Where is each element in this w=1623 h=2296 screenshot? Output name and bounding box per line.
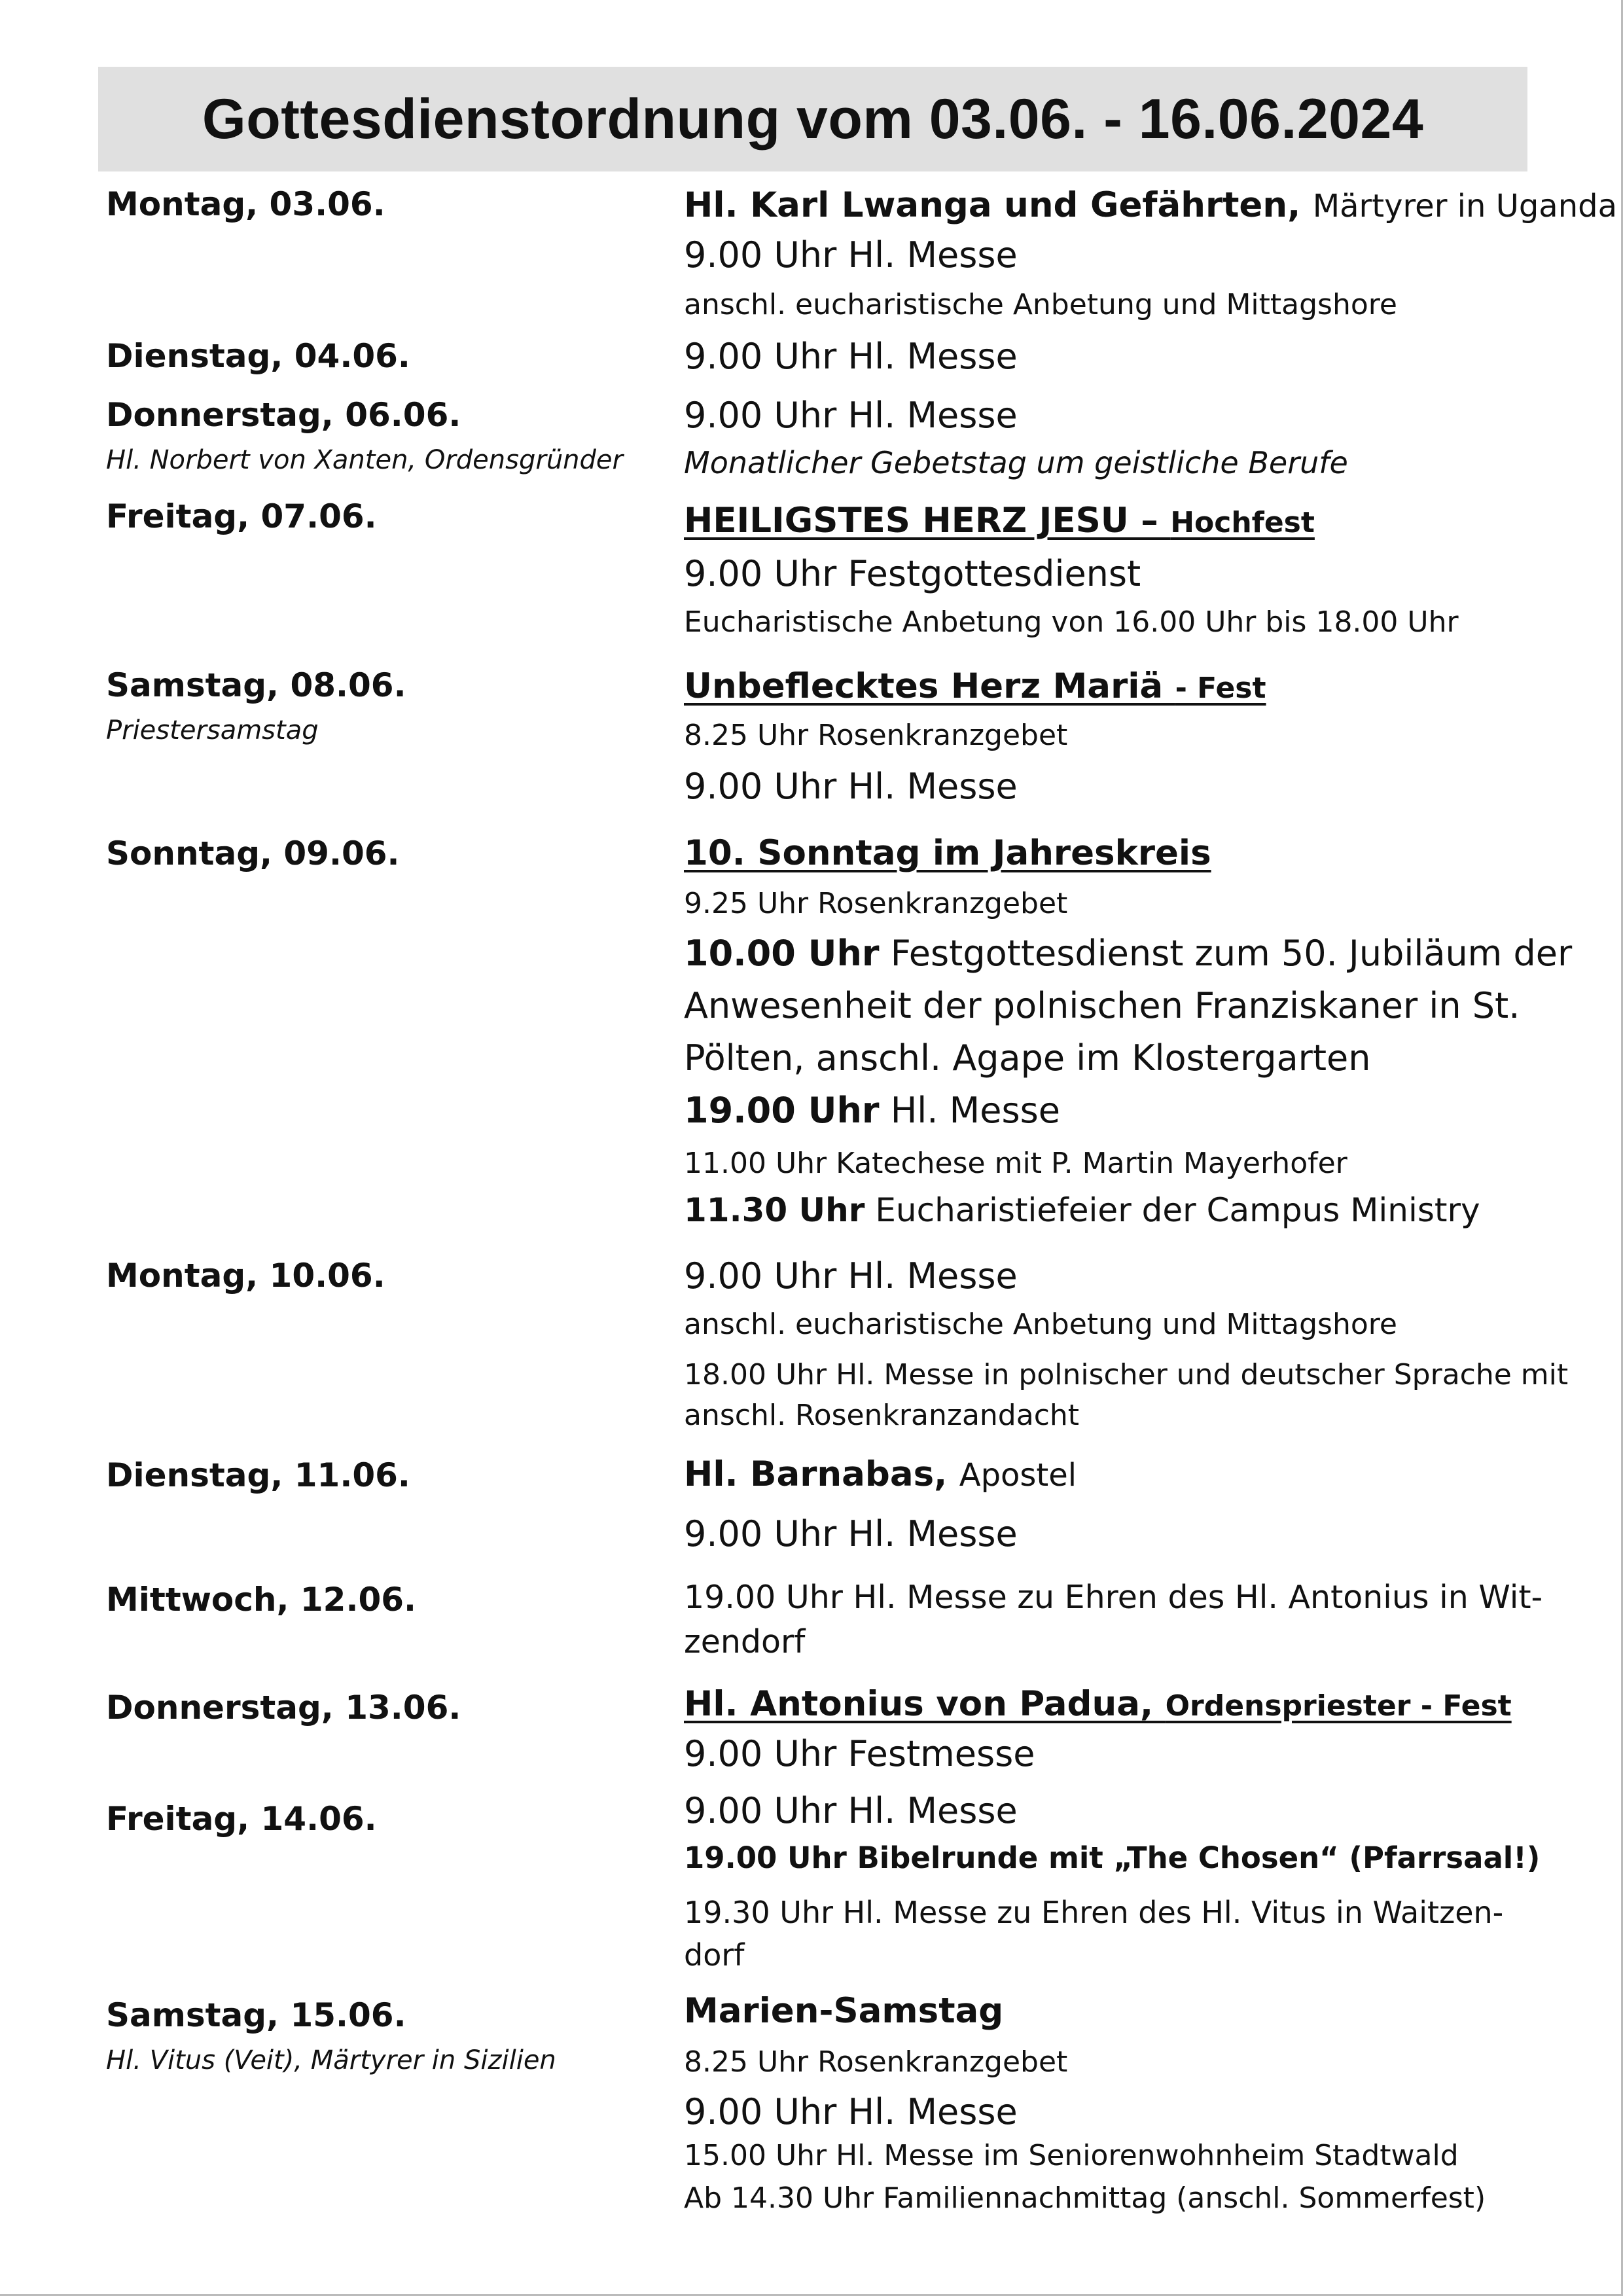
service-line: zendorf (684, 1623, 806, 1660)
day-label: Dienstag, 11.06. (106, 1456, 410, 1494)
page-title: Gottesdienstordnung vom 03.06. - 16.06.2024 (202, 87, 1424, 151)
day-label: Freitag, 07.06. (106, 497, 377, 535)
service-note: 9.25 Uhr Rosenkranzgebet (684, 887, 1068, 920)
day-label: Donnerstag, 13.06. (106, 1689, 461, 1727)
service-note: 8.25 Uhr Rosenkranzgebet (684, 719, 1068, 752)
feast-title: Hl. Antonius von Padua, Ordenspriester - Fest (684, 1684, 1512, 1724)
service-line: 9.00 Uhr Hl. Messe (684, 1790, 1018, 1831)
feast-title: HEILIGSTES HERZ JESU – Hochfest (684, 501, 1315, 541)
day-label: Montag, 03.06. (106, 185, 385, 223)
feast-title: Hl. Karl Lwanga und Gefährten, Märtyrer in Uganda (684, 185, 1618, 225)
service-line: 9.00 Uhr Hl. Messe (684, 1513, 1018, 1554)
service-line: 19.00 Uhr Hl. Messe (684, 1090, 1060, 1131)
service-line: 10.00 Uhr Festgottesdienst zum 50. Jubiläum der (684, 933, 1573, 974)
service-line: Anwesenheit der polnischen Franziskaner in St. (684, 985, 1520, 1026)
feast-title: 10. Sonntag im Jahreskreis (684, 833, 1211, 873)
day-label: Samstag, 15.06. (106, 1996, 406, 2034)
day-label: Montag, 10.06. (106, 1257, 385, 1295)
service-line: Pölten, anschl. Agape im Klostergarten (684, 1037, 1371, 1079)
day-label: Mittwoch, 12.06. (106, 1581, 417, 1619)
service-note: anschl. eucharistische Anbetung und Mittagshore (684, 1308, 1397, 1341)
service-note: 15.00 Uhr Hl. Messe im Seniorenwohnheim Stadtwald (684, 2139, 1459, 2172)
day-label: Freitag, 14.06. (106, 1800, 377, 1838)
day-label: Dienstag, 04.06. (106, 337, 410, 375)
service-line: 9.00 Uhr Hl. Messe (684, 336, 1018, 377)
title-banner (98, 67, 1527, 171)
service-line: 9.00 Uhr Festmesse (684, 1733, 1035, 1774)
day-subtitle: Priestersamstag (106, 715, 319, 745)
day-subtitle: Hl. Vitus (Veit), Märtyrer in Sizilien (106, 2045, 556, 2075)
service-note: 11.00 Uhr Katechese mit P. Martin Mayerhofer (684, 1147, 1347, 1180)
day-label: Samstag, 08.06. (106, 666, 406, 704)
service-note: 19.30 Uhr Hl. Messe zu Ehren des Hl. Vitus in Waitzen- (684, 1895, 1504, 1930)
service-line: 19.00 Uhr Hl. Messe zu Ehren des Hl. Antonius in Wit- (684, 1579, 1543, 1616)
service-note: 18.00 Uhr Hl. Messe in polnischer und deutscher Sprache mit (684, 1358, 1569, 1391)
day-subtitle: Hl. Norbert von Xanten, Ordensgründer (106, 445, 623, 475)
feast-title: Unbeflecktes Herz Mariä - Fest (684, 666, 1266, 706)
feast-title: Hl. Barnabas, Apostel (684, 1454, 1077, 1494)
service-note: dorf (684, 1937, 745, 1973)
service-line: 9.00 Uhr Hl. Messe (684, 395, 1018, 436)
service-note: Eucharistische Anbetung von 16.00 Uhr bis 18.00 Uhr (684, 605, 1459, 639)
service-note: 8.25 Uhr Rosenkranzgebet (684, 2045, 1068, 2079)
service-note: anschl. eucharistische Anbetung und Mittagshore (684, 288, 1397, 321)
service-line: 9.00 Uhr Hl. Messe (684, 1255, 1018, 1297)
service-note: Monatlicher Gebetstag um geistliche Berufe (684, 445, 1348, 480)
service-line: 9.00 Uhr Hl. Messe (684, 2091, 1018, 2132)
service-note: anschl. Rosenkranzandacht (684, 1399, 1080, 1432)
service-line: 9.00 Uhr Festgottesdienst (684, 553, 1141, 594)
service-line: 9.00 Uhr Hl. Messe (684, 766, 1018, 807)
service-line: 11.30 Uhr Eucharistiefeier der Campus Ministry (684, 1191, 1480, 1229)
day-label: Donnerstag, 06.06. (106, 396, 461, 434)
feast-title: Marien-Samstag (684, 1991, 1004, 2031)
service-highlight: 19.00 Uhr Bibelrunde mit „The Chosen“ (Pfarrsaal!) (684, 1840, 1541, 1875)
service-line: 9.00 Uhr Hl. Messe (684, 234, 1018, 276)
service-note: Ab 14.30 Uhr Familiennachmittag (anschl. Sommerfest) (684, 2181, 1486, 2215)
day-label: Sonntag, 09.06. (106, 834, 400, 872)
